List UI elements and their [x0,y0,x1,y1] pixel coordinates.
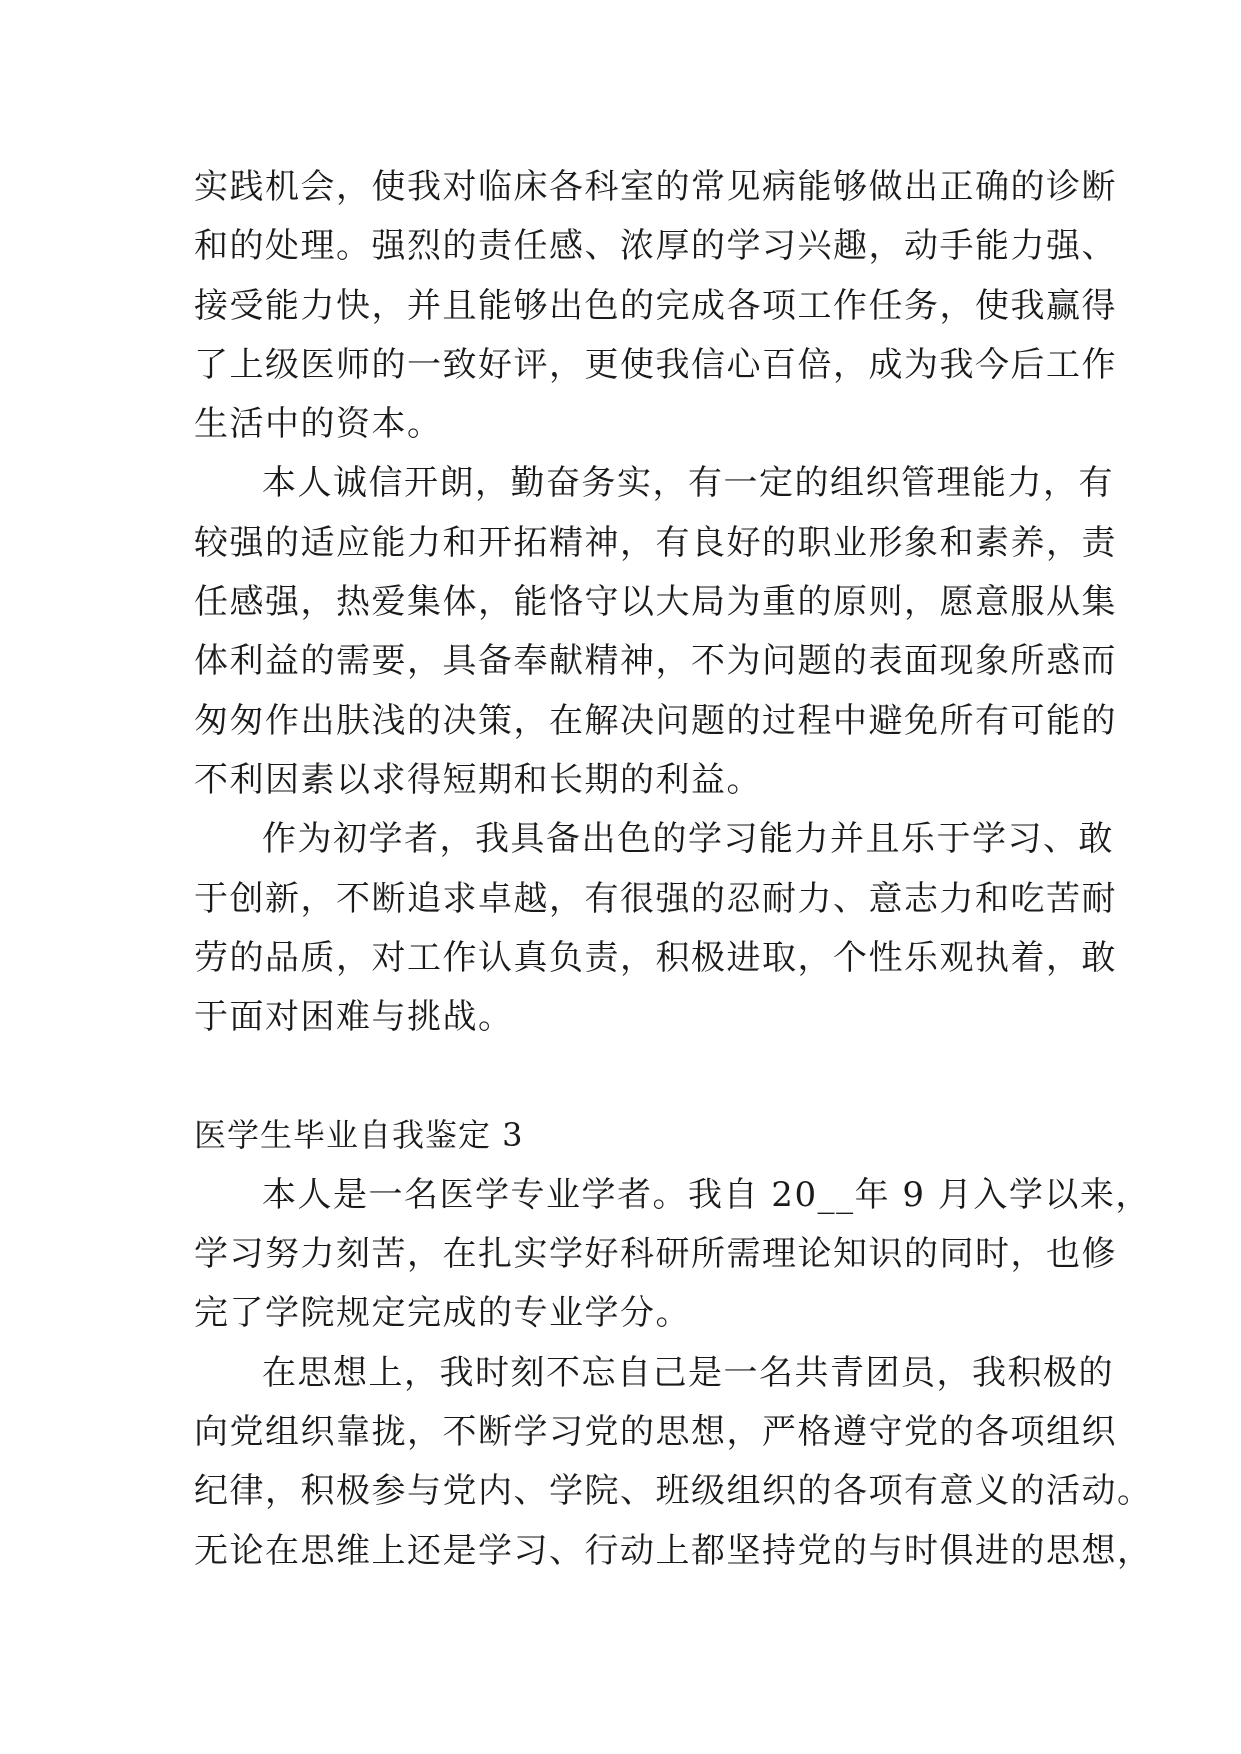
text-line: 了上级医师的一致好评，更使我信心百倍，成为我今后工作 [194,344,1117,385]
text-line: 向党组织靠拢，不断学习党的思想，严格遵守党的各项组织 [194,1411,1117,1452]
text-line: 本人是一名医学专业学者。我自 20__年 9 月入学以来， [262,1174,1151,1215]
text-line: 和的处理。强烈的责任感、浓厚的学习兴趣，动手能力强、 [194,226,1117,267]
text-line: 较强的适应能力和开拓精神，有良好的职业形象和素养，责 [194,522,1117,563]
paragraph-personality [194,454,1117,810]
text-line: 纪律，积极参与党内、学院、班级组织的各项有意义的活动。 [194,1471,1153,1512]
text-line: 在思想上，我时刻不忘自己是一名共青团员，我积极的 [262,1352,1114,1393]
text-line: 作为初学者，我具备出色的学习能力并且乐于学习、敢 [262,819,1114,860]
section-heading-text: 医学生毕业自我鉴定 3 [194,1116,524,1155]
text-line: 体利益的需要，具备奉献精神，不为问题的表面现象所惑而 [194,641,1117,682]
text-line: 实践机会，使我对临床各科室的常见病能够做出正确的诊断 [194,167,1117,207]
paragraph-introduction [194,1166,1151,1344]
text-line: 本人诚信开朗，勤奋务实，有一定的组织管理能力，有 [262,463,1114,504]
text-line: 接受能力快，并且能够出色的完成各项工作任务，使我赢得 [194,285,1117,326]
text-line: 不利因素以求得短期和长期的利益。 [194,759,762,800]
text-line: 学习努力刻苦，在扎实学好科研所需理论知识的同时，也修 [194,1234,1117,1275]
text-line: 劳的品质，对工作认真负责，积极进取，个性乐观执着，敢 [194,937,1117,978]
paragraph-ideology [194,1344,1153,1581]
paragraph-clinical-practice [194,158,1117,454]
text-line: 完了学院规定完成的专业学分。 [194,1293,691,1334]
text-line: 任感强，热爱集体，能恪守以大局为重的原则，愿意服从集 [194,582,1117,623]
text-line: 生活中的资本。 [194,404,443,445]
text-line: 匆匆作出肤浅的决策，在解决问题的过程中避免所有可能的 [194,700,1117,741]
section-heading [194,1106,1074,1165]
text-line: 无论在思维上还是学习、行动上都坚持党的与时俱进的思想， [194,1530,1153,1571]
document-body [194,158,1153,1581]
text-line: 于创新，不断追求卓越，有很强的忍耐力、意志力和吃苦耐 [194,878,1117,919]
paragraph-learning-ability [194,810,1117,1047]
text-line: 于面对困难与挑战。 [194,997,514,1038]
